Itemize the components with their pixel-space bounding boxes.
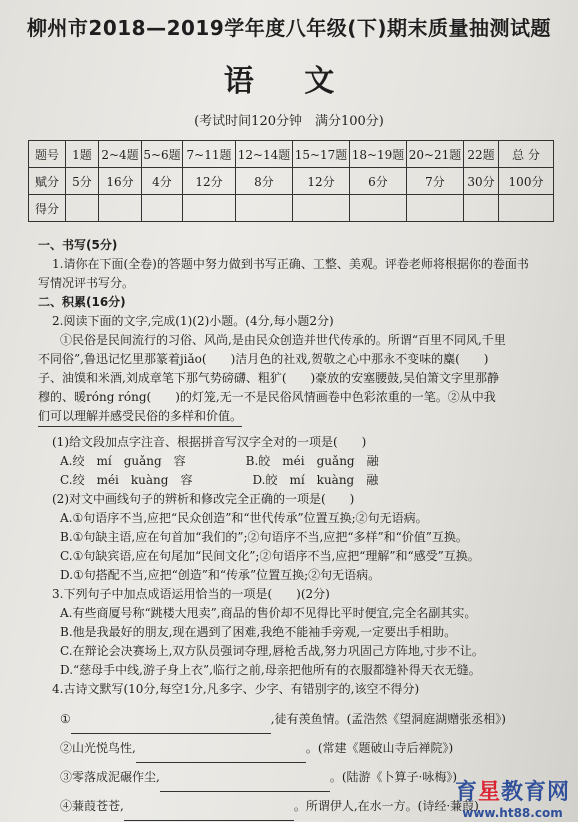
passage-line: 们可以理解并感受民俗的多样和价值。 xyxy=(38,407,242,427)
table-cell: 12~14题 xyxy=(236,141,293,168)
score-table-points-row xyxy=(29,168,554,195)
poem-number: ③ xyxy=(60,770,73,784)
score-blank xyxy=(464,195,499,222)
score-blank xyxy=(236,195,293,222)
passage-line: 不同俗”,鲁迅记忆里那篆着jiǎo( )洁月色的社戏,贺敬之心中那永不变味的麋( ) xyxy=(38,352,489,366)
question-text: 写情况评书写分。 xyxy=(38,276,135,290)
option-line: D.①句搭配不当,应把“创造”和“传承”位置互换;②句无语病。 xyxy=(60,568,381,582)
poem-line xyxy=(38,734,548,763)
table-cell: 1题 xyxy=(66,141,99,168)
table-cell: 30分 xyxy=(464,168,499,195)
poem-number: ② xyxy=(60,741,73,755)
table-cell: 12分 xyxy=(183,168,236,195)
option-line: C.绞 méi kuàng 容 D.皎 mí kuàng 融 xyxy=(60,473,379,487)
answer-blank xyxy=(71,719,271,734)
answer-blank xyxy=(124,806,294,821)
table-cell: 7分 xyxy=(407,168,464,195)
poem-number: ④ xyxy=(60,799,73,813)
table-cell: 18~19题 xyxy=(350,141,407,168)
watermark-brand-star: 星 xyxy=(477,780,501,805)
table-cell: 8分 xyxy=(236,168,293,195)
poem-before: 山光悦鸟性, xyxy=(72,741,136,755)
table-cell: 16分 xyxy=(99,168,142,195)
passage-line: 穆的、暖róng róng( )的灯笼,无一不是民俗风情画卷中色彩浓重的一笔。②从中我 xyxy=(38,390,496,404)
exam-note: (考试时间120分钟 满分100分) xyxy=(194,114,384,129)
question-text: 3.下列句子中加点成语运用恰当的一项是( )(2分) xyxy=(52,587,330,601)
poem-after: 。所谓伊人,在水一方。(诗经·蒹葭) xyxy=(293,799,479,813)
option-line: A.绞 mí guǎng 容 B.皎 méi guǎng 融 xyxy=(60,454,379,468)
score-blank xyxy=(499,195,554,222)
section-heading: 一、书写(5分) xyxy=(38,238,118,252)
subject-title: 语 文 xyxy=(223,64,355,99)
option-line: B.①句缺主语,应在句首加“我们的”;②句语序不当,应把“多样”和“价值”互换。 xyxy=(60,530,468,544)
watermark-brand xyxy=(455,775,570,806)
poem-after: ,徒有羡鱼情。(孟浩然《望洞庭湖赠张丞相》) xyxy=(270,712,506,726)
option-line: C.在辩论会决赛场上,双方队员强词夺理,唇枪舌战,努力巩固己方阵地,寸步不让。 xyxy=(60,644,484,658)
section-heading: 二、积累(16分) xyxy=(38,295,126,309)
question-text: 1.请你在下面(全卷)的答题中努力做到书写正确、工整、美观。评卷老师将根据你的卷面书 xyxy=(52,257,529,271)
option-line: B.他是我最好的朋友,现在遇到了困难,我绝不能袖手旁观,一定要出手相助。 xyxy=(60,625,457,639)
poem-line xyxy=(38,705,548,734)
table-cell: 2~4题 xyxy=(99,141,142,168)
watermark-brand-part: 育 xyxy=(454,780,478,805)
exam-title: 柳州市2018—2019学年度八年级(下)期末质量抽测试题 xyxy=(26,16,552,40)
poem-before: 蒹葭苍苍, xyxy=(72,799,124,813)
table-cell: 12分 xyxy=(293,168,350,195)
table-cell: 题号 xyxy=(29,141,66,168)
table-cell: 22题 xyxy=(464,141,499,168)
score-blank xyxy=(350,195,407,222)
watermark-brand-part: 教育网 xyxy=(500,780,570,805)
poem-number: ① xyxy=(60,712,71,726)
score-blank xyxy=(142,195,183,222)
option-line: A.①句语序不当,应把“民众创造”和“世代传承”位置互换;②句无语病。 xyxy=(60,511,428,525)
table-cell: 7~11题 xyxy=(183,141,236,168)
table-cell: 4分 xyxy=(142,168,183,195)
option-line: D.“慈母手中线,游子身上衣”,临行之前,母亲把他所有的衣服都缝补得天衣无缝。 xyxy=(60,663,481,677)
table-cell: 15~17题 xyxy=(293,141,350,168)
answer-blank xyxy=(136,748,306,763)
poem-after: 。(常建《题破山寺后禅院》) xyxy=(305,741,454,755)
question-text: (1)给文段加点字注音、根据拼音写汉字全对的一项是( ) xyxy=(52,435,367,449)
score-blank xyxy=(183,195,236,222)
watermark xyxy=(455,775,570,820)
answer-blank xyxy=(160,777,330,792)
question-text: 2.阅读下面的文字,完成(1)(2)小题。(4分,每小题2分) xyxy=(52,314,334,328)
question-text: (2)对文中画线句子的辨析和修改完全正确的一项是( ) xyxy=(52,492,355,506)
table-cell: 5~6题 xyxy=(142,141,183,168)
option-line: A.有些商厦号称“跳楼大甩卖”,商品的售价却不见得比平时便宜,完全名副其实。 xyxy=(60,606,477,620)
score-blank xyxy=(293,195,350,222)
score-table-header-row xyxy=(29,141,554,168)
score-blank xyxy=(407,195,464,222)
table-cell: 赋分 xyxy=(29,168,66,195)
option-line: C.①句缺宾语,应在句尾加“民间文化”;②句语序不当,应把“理解”和“感受”互换。 xyxy=(60,549,480,563)
table-cell: 6分 xyxy=(350,168,407,195)
passage-line: ①民俗是民间流行的习俗、风尚,是由民众创造并世代传承的。所谓“百里不同风,千里 xyxy=(60,333,506,347)
exam-body xyxy=(38,236,548,822)
table-cell: 100分 xyxy=(499,168,554,195)
table-cell: 总 分 xyxy=(499,141,554,168)
poem-after: 。(陆游《卜算子·咏梅》) xyxy=(329,770,458,784)
table-cell: 20~21题 xyxy=(407,141,464,168)
score-table-score-row xyxy=(29,195,554,222)
score-table xyxy=(28,140,554,222)
score-blank xyxy=(99,195,142,222)
question-text: 4.古诗文默写(10分,每空1分,凡多字、少字、有错别字的,该空不得分) xyxy=(52,682,420,696)
watermark-url: www.ht88.com xyxy=(462,806,563,820)
table-cell: 得分 xyxy=(29,195,66,222)
table-cell: 5分 xyxy=(66,168,99,195)
poem-before: 零落成泥碾作尘, xyxy=(72,770,160,784)
score-blank xyxy=(66,195,99,222)
passage-line: 子、油馍和米酒,刘成章笔下那气势磅礴、粗犷( )豪放的安塞腰鼓,吴伯箫文字里那静 xyxy=(38,371,499,385)
